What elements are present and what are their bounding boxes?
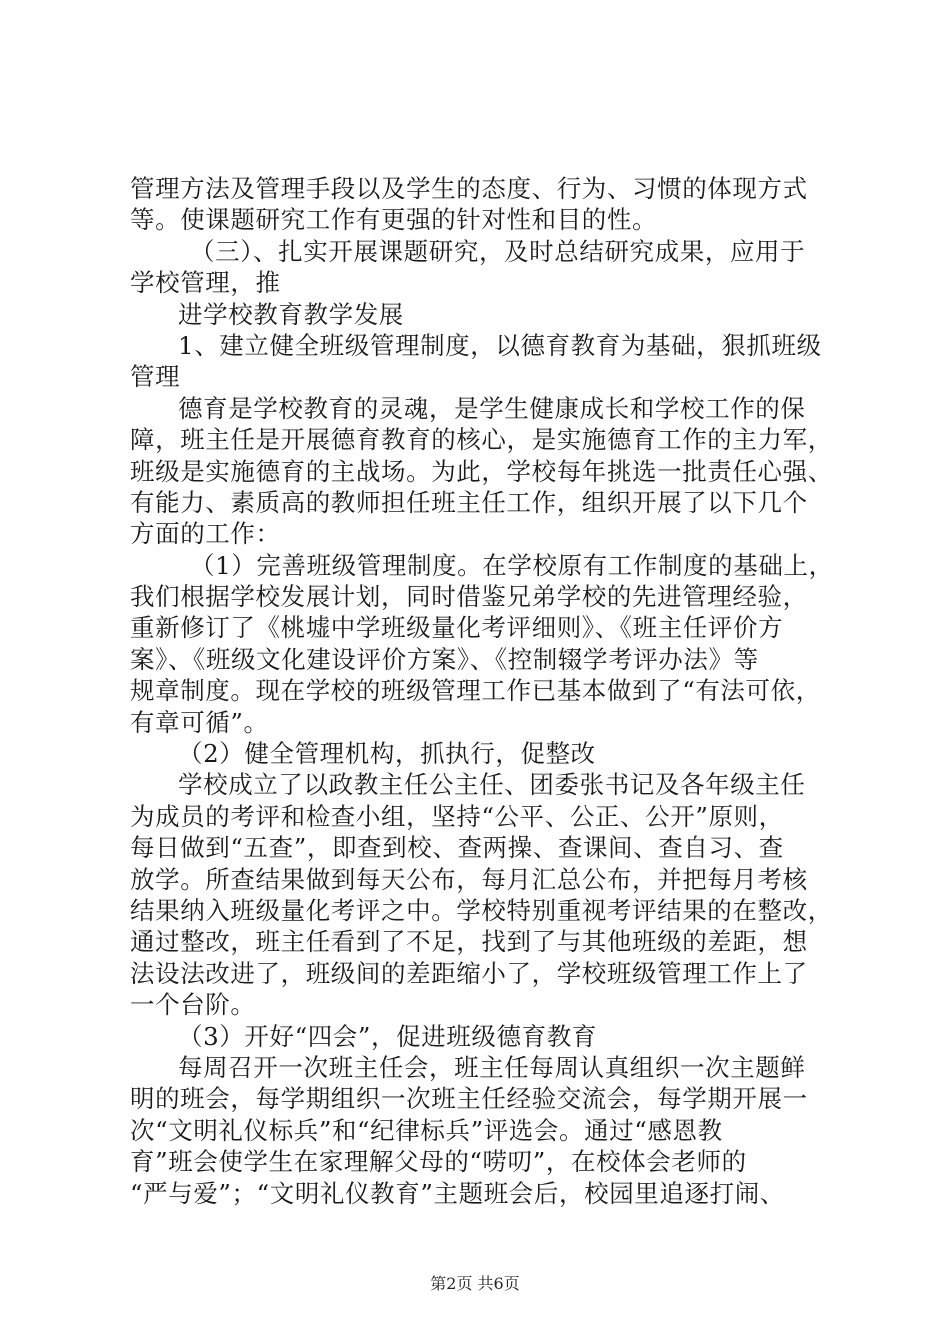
text-line: 一个台阶。 [130, 990, 256, 1020]
text-line: 结果纳入班级量化考评之中。学校特别重视考评结果的在整改， [130, 895, 833, 925]
text-line: 我们根据学校发展计划，同时借鉴兄弟学校的先进管理经验， [130, 582, 808, 612]
text-line: 规章制度。现在学校的班级管理工作已基本做到了“有法可依， [130, 676, 821, 706]
text-line: 障，班主任是开展德育教育的核心，是实施德育工作的主力军， [130, 425, 833, 455]
text-line: 管理 [130, 362, 181, 392]
text-line: 案》、《班级文化建设评价方案》、《控制辍学考评办法》等 [130, 644, 759, 674]
text-line: 次“文明礼仪标兵”和“纪律标兵”评选会。通过“感恩教 [130, 1115, 723, 1145]
text-line: 德育是学校教育的灵魂，是学生健康成长和学校工作的保 [178, 393, 806, 423]
text-line: 法设法改进了，班级间的差距缩小了，学校班级管理工作上了 [130, 958, 808, 988]
text-line: 通过整改，班主任看到了不足，找到了与其他班级的差距，想 [130, 927, 808, 957]
page-footer: 第2页 共6页 [430, 1274, 520, 1293]
text-line: 育”班会使学生在家理解父母的“唠叨”，在校体会老师的 [130, 1147, 747, 1177]
text-line: 有章可循”。 [130, 707, 269, 737]
text-line: 学校成立了以政教主任公主任、团委张书记及各年级主任 [178, 770, 806, 800]
text-line: 进学校教育教学发展 [178, 299, 404, 329]
text-line: 每日做到“五查”，即查到校、查两操、查课间、查自习、查 [130, 833, 784, 863]
text-line: 每周召开一次班主任会，班主任每周认真组织一次主题鲜 [178, 1052, 806, 1082]
text-line: 明的班会，每学期组织一次班主任经验交流会，每学期开展一 [130, 1084, 808, 1114]
text-line: （3）开好“四会”，促进班级德育教育 [178, 1021, 597, 1051]
text-line: 班级是实施德育的主战场。为此，学校每年挑选一批责任心强、 [130, 456, 833, 486]
text-line: 重新修订了《桃墟中学班级量化考评细则》、《班主任评价方 [130, 613, 784, 643]
text-line: 等。使课题研究工作有更强的针对性和目的性。 [130, 205, 658, 235]
text-line: 放学。所查结果做到每天公布，每月汇总公布，并把每月考核 [130, 864, 808, 894]
text-line: （三）、扎实开展课题研究，及时总结研究成果，应用于 [190, 236, 806, 266]
text-line: （1）完善班级管理制度。在学校原有工作制度的基础上， [190, 550, 834, 580]
text-line: 学校管理，推 [130, 268, 281, 298]
text-line: 有能力、素质高的教师担任班主任工作，组织开展了以下几个 [130, 487, 808, 517]
text-line: （2）健全管理机构，抓执行，促整改 [178, 739, 596, 769]
document-body [130, 173, 834, 1209]
text-line: 1、建立健全班级管理制度，以德育教育为基础，狠抓班级 [178, 330, 822, 360]
text-line: 方面的工作： [130, 519, 281, 549]
text-line: 为成员的考评和检查小组，坚持“公平、公正、公开”原则， [130, 801, 784, 831]
text-line: 管理方法及管理手段以及学生的态度、行为、习惯的体现方式 [130, 174, 808, 203]
text-line: “严与爱”；“文明礼仪教育”主题班会后，校园里追逐打闹、 [130, 1178, 785, 1208]
